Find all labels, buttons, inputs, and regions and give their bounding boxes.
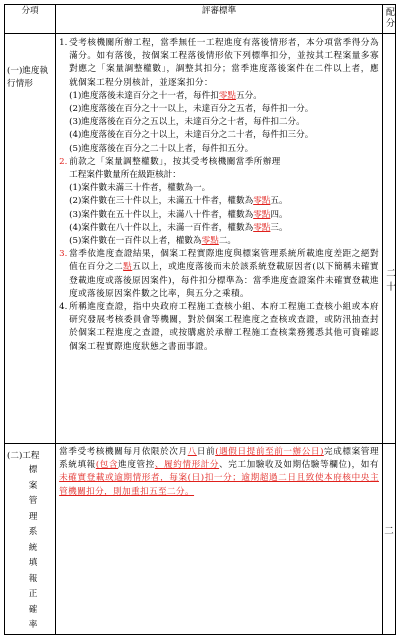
item-4 [59, 301, 379, 354]
standard-cell-reporting [56, 444, 383, 635]
item-2-sub-3 [59, 209, 379, 222]
category-char: 理 [28, 511, 38, 522]
points-cell-progress [382, 34, 395, 444]
standard-progress [56, 34, 382, 354]
table-header-row [5, 5, 396, 34]
reporting-red: 、履約情形計分 [154, 460, 220, 471]
points-cell-reporting [382, 444, 395, 635]
header-category: 分項 [5, 5, 56, 34]
sub-text: (3)案件數在五十件以上，未滿八十件者，權數為 [69, 209, 254, 220]
reporting-red: 未確實登載或逾期情形者，每案(日)扣一分；逾期超過二日且致使本府核中央主管機關扣分，則加重扣五至二分。 [59, 473, 379, 497]
item-3 [59, 248, 379, 301]
sub-text: 四。 [270, 209, 288, 220]
item-2-sub-2 [59, 195, 379, 208]
item-1-text: 受考核機關所辦工程，當季無任一工程進度有落後情形者，本分項當季得分為滿分。如有落後，按個案工程落後情形依下列標準扣分，並按其工程案量多寡對應之「案量調整權數」，調整其扣分；當季進度落後案件在二件以上者，應就個案工程分別核計，並逐案扣分： [69, 38, 379, 88]
item-2-sub-4 [59, 222, 379, 235]
sub-text: 五分。 [236, 90, 262, 101]
points-progress [383, 268, 395, 295]
header-score [382, 5, 395, 34]
sub-text: (4)案件數在八十件以上，未滿一百件者，權數為 [69, 222, 254, 233]
item-1 [59, 37, 379, 90]
sub-text: 二。 [218, 236, 237, 247]
reporting-red: (包含 [95, 460, 119, 471]
category-char: 案 [28, 480, 38, 491]
item-2-text2: 工程案件數量所在級距核計： [69, 170, 181, 181]
category-cell-progress [5, 34, 56, 444]
sub-text: 五。 [270, 196, 288, 207]
sub-text: 三。 [270, 222, 288, 233]
reporting-red: 八 [187, 447, 197, 457]
category-char: 系 [28, 527, 38, 538]
item-3-red: 點 [123, 262, 133, 273]
sub-red-text: 零點 [253, 209, 271, 220]
reporting-seg: 當季受考核機關每月依限於次月 [59, 447, 188, 457]
category-reporting-vertical [5, 463, 39, 634]
evaluation-table [4, 4, 396, 635]
category-char: 正 [28, 589, 38, 600]
category-char: 率 [28, 620, 38, 631]
points-progress-text: 二十 [383, 268, 395, 295]
header-score-vertical [383, 5, 395, 29]
table-row-reporting [5, 444, 396, 635]
item-4-text: 所稱進度查證，指中央政府工程施工查核小組、本府工程施工查核小組或本府研究發展考核委員會等機關，對於個案工程進度之查核或查證，或防汛抽查封於個案工程進度之查證，或按購處於承辦工程施工查核業務獲悉其他可資確認個案工程實際進度狀態之書面事證。 [69, 302, 379, 352]
item-3-post: 五以上，或進度落後而未於該系統登載原因者(以下簡稱未確實登載進度或落後原因案件)，每件扣分標準為：當季進度查證案件未確實登載進度或落後原因案件數之比率，與五分之乘積。 [69, 262, 379, 299]
category-progress: (一)進度執行情形 [7, 66, 49, 90]
item-4-num: 4. [59, 302, 68, 313]
item-3-text [69, 248, 379, 301]
sub-red-text: 零點 [253, 222, 271, 233]
category-char: 填 [28, 558, 38, 569]
header-standard: 評審標準 [56, 5, 383, 34]
sub-text: (1)進度落後未達百分之十一者，每件扣 [69, 90, 219, 101]
item-2-sub-1: (1)案件數未滿三十件者，權數為一。 [69, 183, 211, 194]
reporting-seg: 、完工加驗收及如期估驗等欄位)，如有 [219, 460, 379, 471]
reporting-red: (遇假日提前至前一辦公日) [215, 447, 324, 457]
sub-text: (2)案件數在三十件以上，未滿五十件者，權數為 [69, 196, 254, 207]
reporting-seg: 日前 [196, 447, 216, 457]
item-3-pre: 當季依進度查證結果，個案工程實際進度與標案管理系統所載進度差距之絕對值在百分之二 [69, 249, 379, 273]
category-cell-reporting [5, 444, 56, 635]
sub-text: (5)案件數在一百件以上者，權數為 [69, 236, 202, 247]
reporting-seg: 進度管控 [118, 460, 155, 471]
item-2-num: 2. [59, 156, 68, 167]
points-reporting: 二 [384, 526, 394, 537]
sub-red-text: 零點 [201, 236, 219, 247]
category-char: 報 [28, 573, 38, 584]
category-reporting-prefix: (二)工程 [7, 451, 40, 461]
standard-cell-progress [56, 34, 383, 444]
standard-reporting [56, 444, 382, 499]
category-char: 統 [28, 542, 38, 553]
reporting-seg: 完成標案管理系統填報 [59, 447, 379, 471]
category-char: 標 [28, 465, 38, 476]
category-char: 管 [28, 496, 38, 507]
item-3-num: 3. [59, 249, 68, 260]
reporting-text [59, 446, 379, 499]
item-2-text: 前款之「案量調整權數」，按其受考核機關當季所辦理 [69, 156, 281, 167]
category-char: 確 [28, 604, 38, 615]
table-row-progress [5, 34, 396, 444]
item-1-sub-5: (5)進度落後在百分之二十以上者，每件扣五分。 [69, 143, 254, 154]
sub-red-text: 零點 [253, 196, 271, 207]
item-1-sub-1 [59, 90, 379, 103]
item-1-sub-2: (2)進度落後在百分之十一以上，未達百分之五者，每件扣一分。 [69, 104, 314, 115]
header-score-text: 配分 [383, 7, 394, 29]
sub-red-text: 零點 [218, 90, 237, 101]
item-1-sub-3: (3)進度落後在百分之五以上，未達百分之十者，每件扣二分。 [69, 117, 305, 128]
item-1-sub-4: (4)進度落後在百分之十以上，未達百分之二十者，每件扣三分。 [69, 130, 314, 141]
item-1-num: 1. [59, 38, 68, 48]
item-2-sub-5 [59, 235, 379, 248]
item-2 [59, 156, 379, 169]
